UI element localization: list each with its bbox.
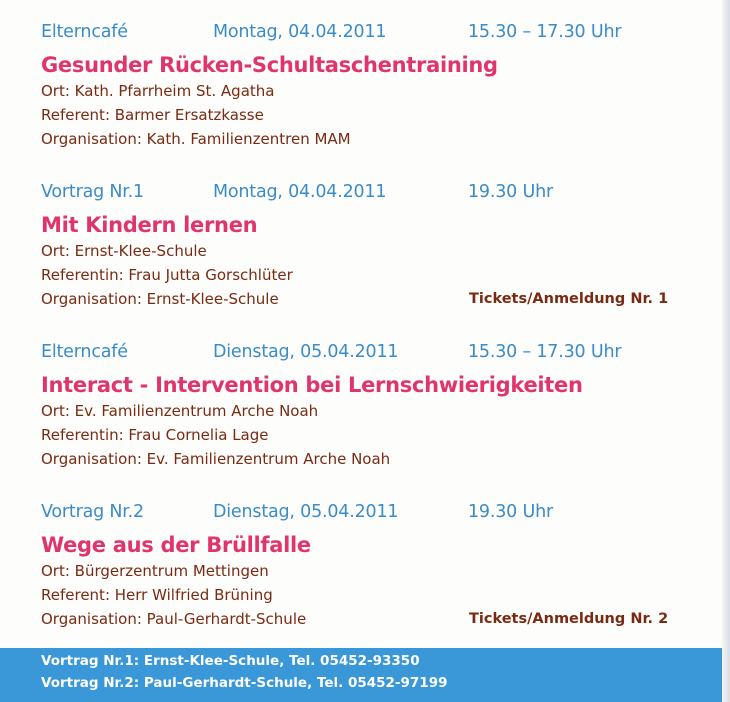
event-organisation: Organisation: Ev. Familienzentrum Arche Noah [41, 450, 391, 468]
event-date: Dienstag, 05.04.2011 [213, 342, 399, 362]
event-meta-row [41, 182, 701, 208]
event-speaker: Referent: Herr Wilfried Brüning [41, 586, 273, 604]
event-title: Interact - Intervention bei Lernschwierigkeiten [41, 373, 583, 397]
event-date: Montag, 04.04.2011 [213, 182, 387, 202]
event-organisation: Organisation: Ernst-Klee-Schule [41, 290, 279, 308]
event-location: Ort: Bürgerzentrum Mettingen [41, 562, 269, 580]
event-meta-row [41, 342, 701, 368]
event-type: Vortrag Nr.2 [41, 502, 144, 522]
event-organisation: Organisation: Paul-Gerhardt-Schule [41, 610, 307, 628]
event-meta-row [41, 22, 701, 48]
contact-line-vortrag-2: Vortrag Nr.2: Paul-Gerhardt-Schule, Tel. 05452-97199 [41, 675, 448, 691]
event-time: 19.30 Uhr [468, 182, 553, 202]
event-date: Montag, 04.04.2011 [213, 22, 387, 42]
event-organisation-row [41, 287, 701, 311]
tickets-registration-label: Tickets/Anmeldung Nr. 2 [469, 611, 669, 627]
event-time: 19.30 Uhr [468, 502, 553, 522]
page-edge-shadow [722, 0, 730, 702]
event-time: 15.30 – 17.30 Uhr [468, 342, 622, 362]
event-block-1 [41, 22, 701, 151]
tickets-registration-label: Tickets/Anmeldung Nr. 1 [469, 291, 669, 307]
event-title: Mit Kindern lernen [41, 213, 258, 237]
event-organisation-row [41, 607, 701, 631]
event-title: Gesunder Rücken-Schultaschentraining [41, 53, 498, 77]
event-speaker: Referentin: Frau Cornelia Lage [41, 426, 269, 444]
contact-footer [0, 648, 722, 702]
event-organisation: Organisation: Kath. Familienzentren MAM [41, 130, 351, 148]
event-type: Vortrag Nr.1 [41, 182, 144, 202]
event-time: 15.30 – 17.30 Uhr [468, 22, 622, 42]
event-title: Wege aus der Brüllfalle [41, 533, 311, 557]
event-date: Dienstag, 05.04.2011 [213, 502, 399, 522]
contact-line-vortrag-1: Vortrag Nr.1: Ernst-Klee-Schule, Tel. 05452-93350 [41, 653, 420, 669]
event-block-4 [41, 502, 701, 631]
event-type: Elterncafé [41, 22, 128, 42]
event-location: Ort: Kath. Pfarrheim St. Agatha [41, 82, 275, 100]
event-type: Elterncafé [41, 342, 128, 362]
event-block-2 [41, 182, 701, 311]
event-block-3 [41, 342, 701, 471]
event-speaker: Referent: Barmer Ersatzkasse [41, 106, 264, 124]
event-meta-row [41, 502, 701, 528]
event-location: Ort: Ev. Familienzentrum Arche Noah [41, 402, 319, 420]
event-speaker: Referentin: Frau Jutta Gorschlüter [41, 266, 293, 284]
event-location: Ort: Ernst-Klee-Schule [41, 242, 207, 260]
